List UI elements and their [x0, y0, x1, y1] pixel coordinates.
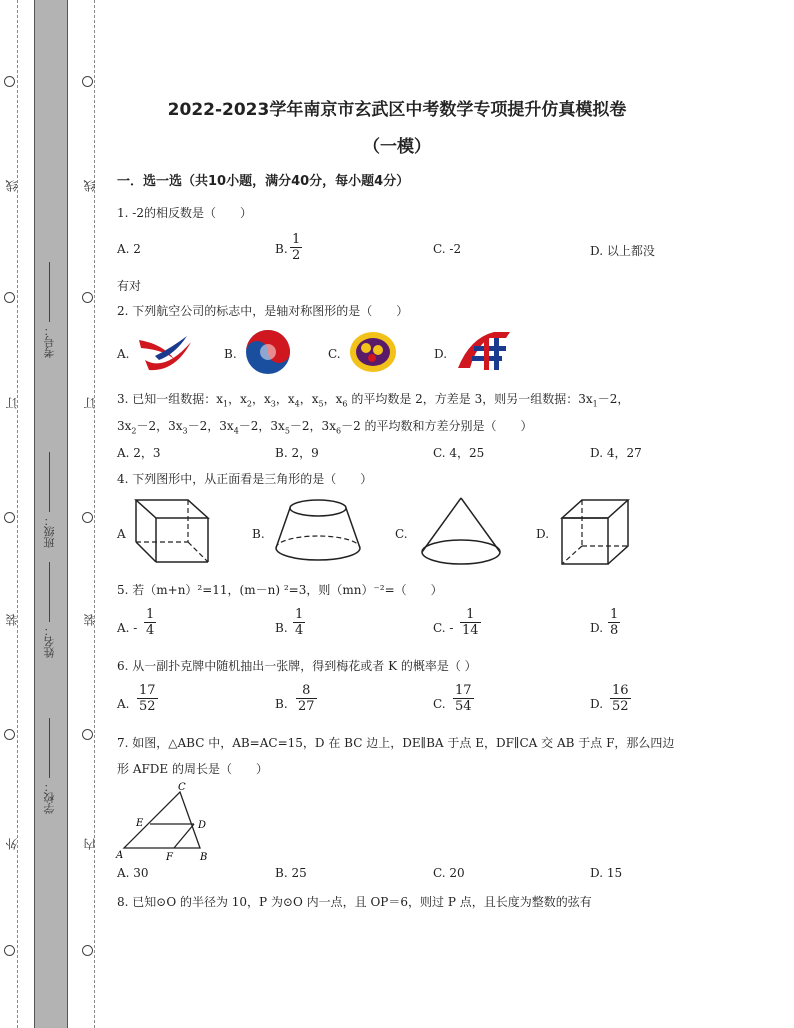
- q6-option-b-fraction: $\frac{8}{27}$: [298, 683, 315, 714]
- section-heading: 一．选一选（共10小题，满分40分，每小题4分）: [117, 174, 410, 189]
- page-title: 2022-2023学年南京市玄武区中考数学专项提升仿真模拟卷: [167, 100, 627, 120]
- q7-option-d[interactable]: D. 15: [590, 866, 623, 880]
- q4-option-d[interactable]: D.: [536, 527, 550, 541]
- q6-option-c-fraction: $\frac{17}{54}$: [455, 683, 472, 714]
- q1-option-d-continued: 有对: [117, 279, 142, 293]
- bind-char-wai: 外: [5, 838, 19, 850]
- binding-hole: [82, 76, 93, 87]
- airline-logo-c-icon: [348, 330, 398, 374]
- point-c-label: C: [178, 782, 186, 793]
- question-7-line1: 7. 如图，△ABC 中，AB=AC=15，D 在 BC 边上，DE∥BA 于点 E，DF∥CA 交 AB 于点 F，那么四边: [117, 736, 675, 750]
- q6-option-d-fraction: $\frac{16}{52}$: [612, 683, 629, 714]
- q6-option-d-label[interactable]: D.: [590, 697, 604, 711]
- q5-option-c-label[interactable]: C. -: [433, 621, 454, 635]
- binding-hole: [4, 729, 15, 740]
- bind-char-zhuang: 装: [5, 614, 19, 626]
- q5-option-d-label[interactable]: D.: [590, 621, 604, 635]
- q5-option-d-fraction: $\frac{1}{8}$: [610, 607, 619, 638]
- class-field[interactable]: 班级：: [42, 452, 58, 548]
- point-d-label: D: [198, 820, 207, 831]
- q2-option-a[interactable]: A.: [117, 347, 130, 361]
- page-subtitle: （一模）: [363, 137, 431, 157]
- q1-option-b-label[interactable]: B.: [275, 242, 288, 256]
- q5-option-a-fraction: $\frac{1}{4}$: [146, 607, 155, 638]
- q3-option-b[interactable]: B. 2，9: [275, 446, 319, 460]
- binding-hole: [4, 292, 15, 303]
- bind-char-zhuang: 装: [83, 614, 97, 626]
- question-4-stem: 4. 下列图形中，从正面看是三角形的是（ ）: [117, 472, 373, 486]
- q6-option-c-label[interactable]: C.: [433, 697, 446, 711]
- airline-logo-b-icon: [244, 328, 292, 376]
- q6-option-a-fraction: $\frac{17}{52}$: [139, 683, 156, 714]
- point-e-label: E: [136, 818, 144, 829]
- question-1-stem: 1. -2的相反数是（ ）: [117, 206, 252, 220]
- question-3-line2: $3x_2-2$，$3x_3-2$，$3x_4-2$，$3x_5-2$，$3x_6-2$ 的平均数和方差分别是（ ）: [117, 419, 533, 436]
- bind-char-ding: 订: [5, 397, 19, 409]
- q2-option-c[interactable]: C.: [328, 347, 341, 361]
- q2-option-b[interactable]: B.: [224, 347, 237, 361]
- q1-option-a[interactable]: A. 2: [117, 242, 141, 256]
- binding-hole: [82, 945, 93, 956]
- bind-char-xian: 线: [5, 180, 19, 192]
- bind-char-nei: 内: [83, 838, 97, 850]
- q7-option-b[interactable]: B. 25: [275, 866, 307, 880]
- q7-option-c[interactable]: C. 20: [433, 866, 465, 880]
- triangle-abc-figure: [114, 780, 218, 862]
- point-b-label: B: [200, 852, 208, 862]
- q4-option-c[interactable]: C.: [395, 527, 408, 541]
- q4-option-a[interactable]: A: [117, 527, 126, 541]
- airline-logo-a-icon: [135, 330, 193, 374]
- exam-number-field[interactable]: 考号：: [42, 262, 58, 358]
- bind-char-ding: 订: [83, 397, 97, 409]
- q5-option-a-label[interactable]: A. -: [117, 621, 138, 635]
- question-2-stem: 2. 下列航空公司的标志中，是轴对称图形的是（ ）: [117, 304, 409, 318]
- point-f-label: F: [166, 852, 173, 862]
- name-field[interactable]: 姓名：: [42, 562, 58, 658]
- q1-option-b-fraction: $\frac{1}{2}$: [292, 232, 301, 263]
- q5-option-b-label[interactable]: B.: [275, 621, 288, 635]
- cube-figure: [556, 496, 632, 568]
- bind-char-xian: 线: [83, 180, 97, 192]
- binding-hole: [4, 512, 15, 523]
- q2-option-d[interactable]: D.: [434, 347, 448, 361]
- question-5-stem: 5. 若（m+n）²=11，(m－n) ²=3，则（mn）⁻²=（ ）: [117, 583, 443, 597]
- cone-figure: [418, 494, 504, 570]
- q1-option-d[interactable]: D. 以上都没: [590, 244, 655, 258]
- q3-option-d[interactable]: D. 4，27: [590, 446, 642, 460]
- question-6-stem: 6. 从一副扑克牌中随机抽出一张牌，得到梅花或者 K 的概率是（ ）: [117, 659, 477, 673]
- triangular-prism-figure: [132, 494, 212, 568]
- q5-option-c-fraction: $\frac{1}{14}$: [462, 607, 479, 638]
- point-a-label: A: [116, 850, 124, 861]
- binding-hole: [4, 945, 15, 956]
- q6-option-a-label[interactable]: A.: [117, 697, 130, 711]
- binding-hole: [4, 76, 15, 87]
- q5-option-b-fraction: $\frac{1}{4}$: [295, 607, 304, 638]
- binding-hole: [82, 512, 93, 523]
- binding-hole: [82, 729, 93, 740]
- q3-option-a[interactable]: A. 2，3: [117, 446, 161, 460]
- question-7-line2: 形 AFDE 的周长是（ ）: [117, 762, 269, 776]
- airline-logo-d-icon: [454, 328, 514, 374]
- school-field[interactable]: 学校：: [42, 718, 58, 814]
- binding-hole: [82, 292, 93, 303]
- q3-option-c[interactable]: C. 4，25: [433, 446, 485, 460]
- question-8-stem: 8. 已知⊙O 的半径为 10，P 为⊙O 内一点，且 OP＝6，则过 P 点，且长度为整数的弦有: [117, 895, 592, 909]
- q6-option-b-label[interactable]: B.: [275, 697, 288, 711]
- q7-option-a[interactable]: A. 30: [117, 866, 149, 880]
- q1-option-c[interactable]: C. -2: [433, 242, 462, 256]
- question-3-line1: 3. 已知一组数据：$x_1$，$x_2$，$x_3$，$x_4$，$x_5$，$x_6$ 的平均数是 2，方差是 3，则另一组数据：$3x_1-2$，: [117, 392, 630, 409]
- frustum-figure: [272, 496, 364, 568]
- q4-option-b[interactable]: B.: [252, 527, 265, 541]
